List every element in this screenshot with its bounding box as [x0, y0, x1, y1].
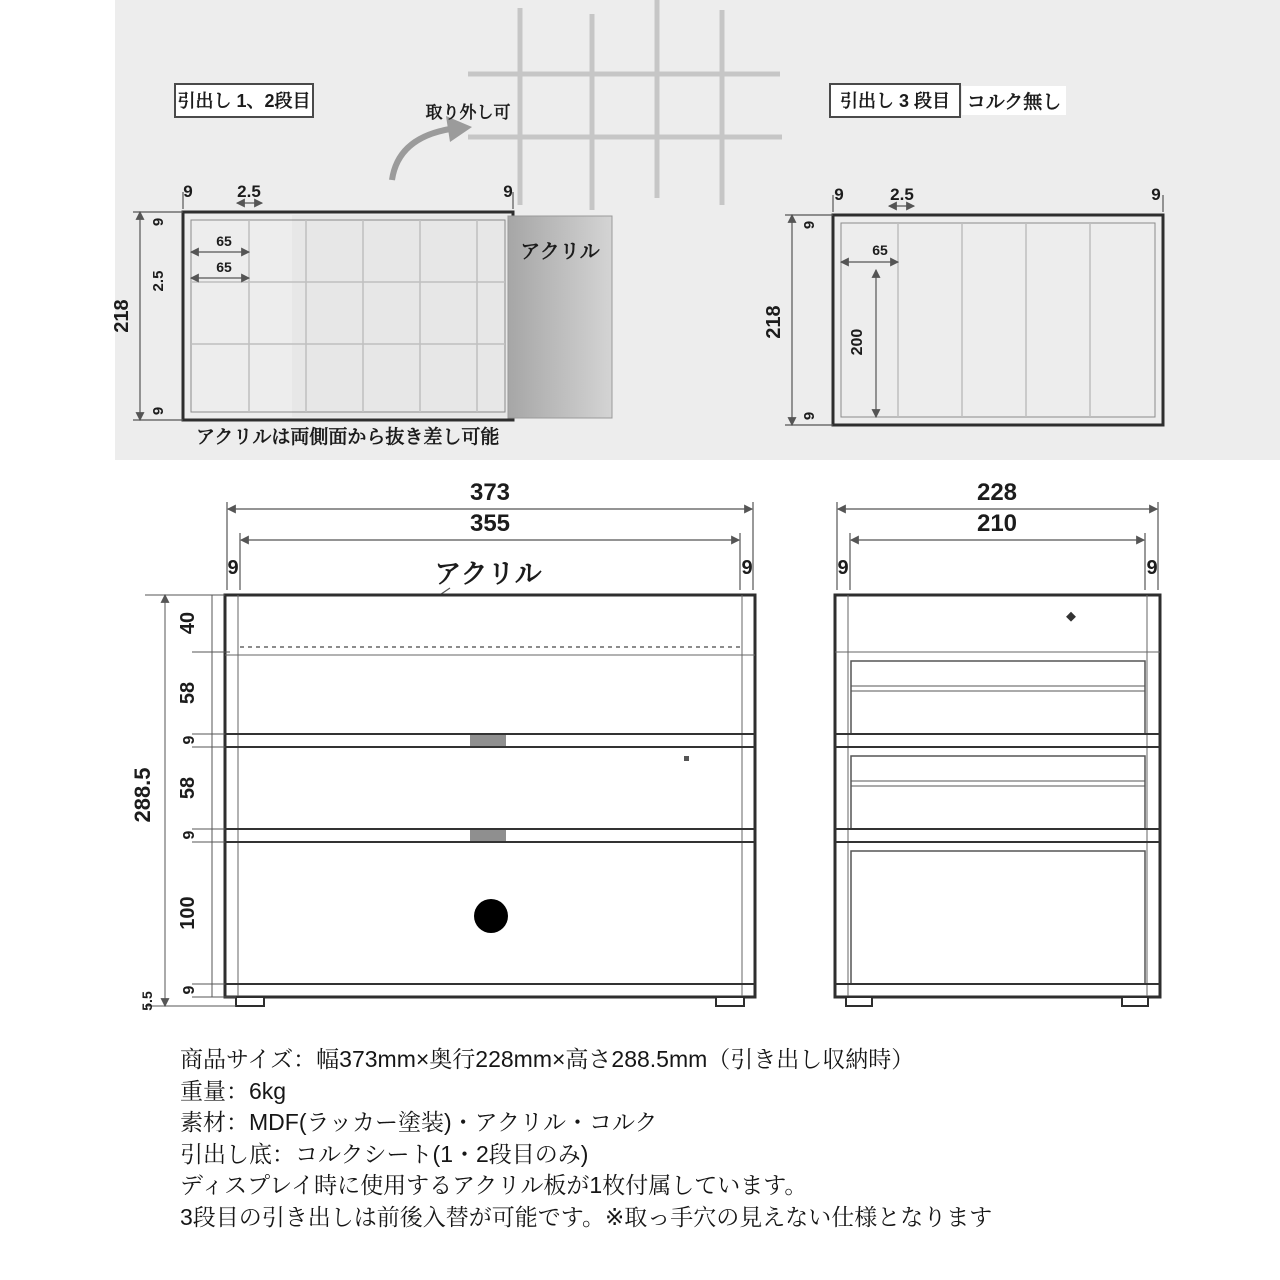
- dim-side-9-top: 9: [150, 217, 167, 227]
- finger-groove-middle: [470, 830, 506, 841]
- label-drawer-3-text: 引出し 3 段目: [839, 91, 951, 111]
- catch-mark: [684, 756, 689, 761]
- side-foot-left: [846, 997, 872, 1006]
- dim-65: 65: [872, 242, 888, 258]
- dim-wall-9-left: 9: [837, 557, 849, 579]
- dim-side-9-bottom: 9: [801, 411, 818, 421]
- dim-width-355: 355: [469, 510, 511, 537]
- acrylic-callout-label: アクリル: [434, 559, 542, 589]
- spec-line-note: 3段目の引き出しは前後入替が可能です。※取っ手穴の見えない仕様となります: [180, 1203, 993, 1230]
- acrylic-panel-label: アクリル: [520, 241, 600, 263]
- dim-wall-left: 9: [183, 182, 193, 201]
- handle-hole: [474, 899, 508, 933]
- dim-seg-100: 100: [177, 896, 199, 930]
- dim-gap: 2.5: [237, 182, 261, 201]
- front-foot-right: [716, 997, 744, 1006]
- finger-groove-top: [470, 735, 506, 746]
- dim-65-a: 65: [216, 233, 232, 249]
- spec-line-size: 商品サイズ：幅373mm×奥行228mm×高さ288.5mm（引き出し収納時）: [180, 1046, 915, 1072]
- side-cabinet-outline: [835, 595, 1160, 997]
- dim-wall-9-right: 9: [1146, 557, 1158, 579]
- product-specs: [180, 1044, 1230, 1233]
- dim-depth-228: 228: [976, 479, 1018, 506]
- acrylic-inserted-shade: [292, 215, 508, 417]
- dim-wall-left: 9: [834, 185, 844, 204]
- dim-wall-9-right: 9: [741, 557, 753, 579]
- dim-wall-9-left: 9: [227, 557, 239, 579]
- spec-line-weight: 重量：6kg: [180, 1077, 287, 1104]
- acrylic-caption: アクリルは両側面から抜き差し可能: [196, 427, 500, 448]
- dim-seg-9b: 9: [181, 830, 198, 840]
- spec-line-bottom: 引出し底：コルクシート(1・2段目のみ): [180, 1140, 589, 1167]
- dim-seg-58b: 58: [177, 776, 199, 800]
- dim-65-b: 65: [216, 259, 232, 275]
- side-foot-right: [1122, 997, 1148, 1006]
- no-cork-text: コルク無し: [966, 92, 1062, 113]
- dim-seg-9a: 9: [181, 735, 198, 745]
- removable-note: 取り外し可: [425, 103, 511, 122]
- spec-line-material: 素材：MDF(ラッカー塗装)・アクリル・コルク: [180, 1109, 658, 1135]
- dim-side-9-top: 9: [801, 220, 818, 230]
- top-panel-background: [115, 0, 1280, 460]
- dim-wall-right: 9: [1151, 185, 1161, 204]
- dim-depth-218: 218: [763, 305, 785, 339]
- dim-seg-40: 40: [177, 611, 199, 635]
- dim-gap: 2.5: [890, 185, 914, 204]
- dim-depth-210: 210: [976, 510, 1018, 537]
- dim-side-9-bottom: 9: [150, 406, 167, 416]
- dim-seg-9c: 9: [181, 985, 198, 995]
- dim-200: 200: [849, 328, 866, 356]
- dim-seg-58a: 58: [177, 681, 199, 705]
- dim-side-25: 2.5: [150, 270, 167, 292]
- front-foot-left: [236, 997, 264, 1006]
- label-drawer-1-2: [175, 84, 313, 117]
- dim-depth-218: 218: [111, 299, 133, 333]
- dim-wall-right: 9: [503, 182, 513, 201]
- spec-line-acrylic: ディスプレイ時に使用するアクリル板が1枚付属しています。: [180, 1172, 808, 1198]
- label-drawer-3: [830, 84, 1066, 117]
- side-view: [835, 479, 1160, 1006]
- dim-height-288: 288.5: [130, 767, 155, 823]
- label-drawer-1-2-text: 引出し 1、2段目: [177, 91, 311, 111]
- dim-seg-55: 5.5: [139, 991, 155, 1011]
- front-view: [130, 479, 755, 1011]
- dim-width-373: 373: [469, 479, 511, 506]
